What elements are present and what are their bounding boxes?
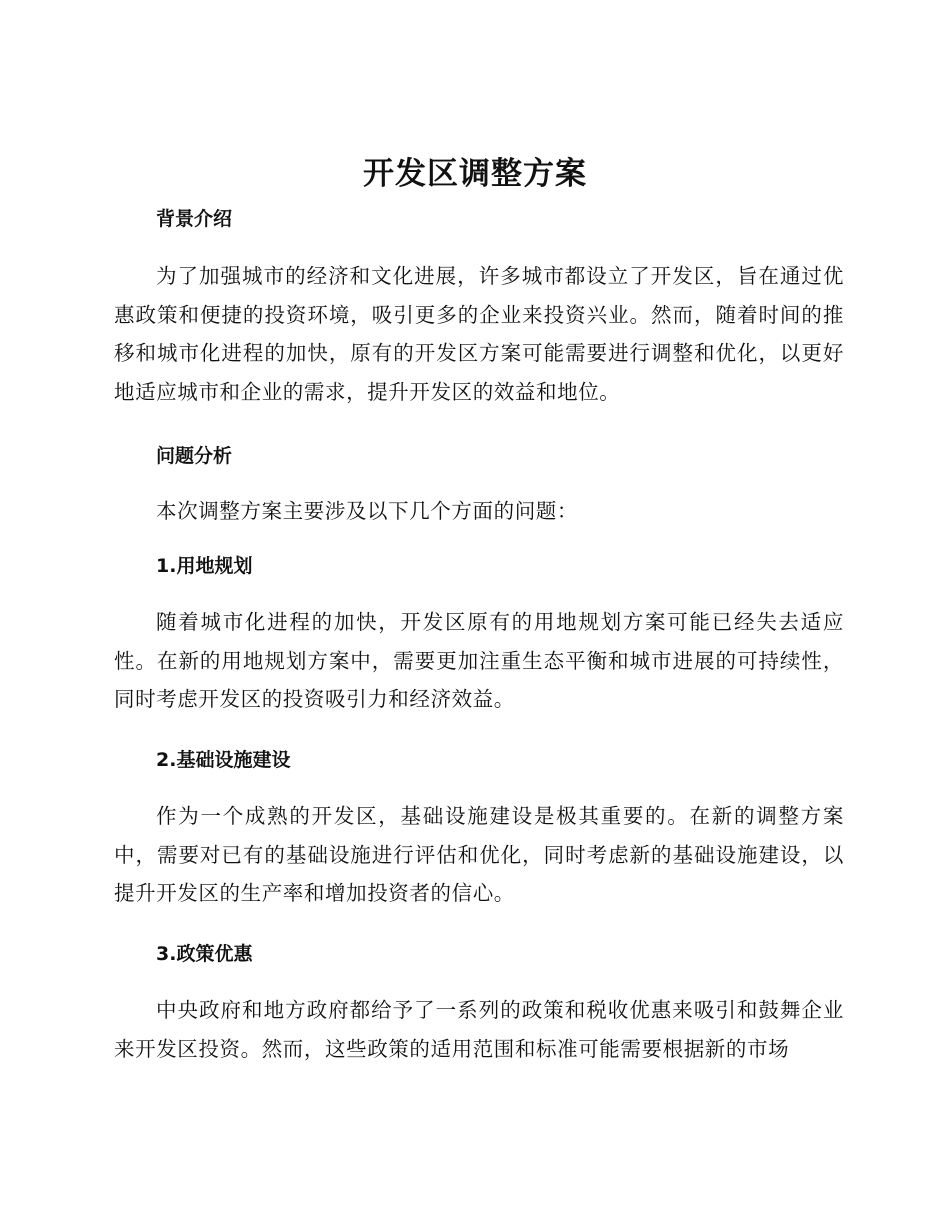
section-heading-land-use: 1.用地规划 (156, 555, 253, 577)
section-body-infrastructure: 作为一个成熟的开发区，基础设施建设是极其重要的。在新的调整方案中，需要对已有的基础设施进行评估和优化，同时考虑新的基础设施建设，以提升开发区的生产率和增加投资者的信心。 (114, 804, 844, 905)
section-body-background: 为了加强城市的经济和文化进展，许多城市都设立了开发区，旨在通过优惠政策和便捷的投资环境，吸引更多的企业来投资兴业。然而，随着时间的推移和城市化进程的加快，原有的开发区方案可能需要进行调整和优化，以更好地适应城市和企业的需求，提升开发区的效益和地位。 (114, 264, 844, 404)
section-heading-background: 背景介绍 (156, 208, 233, 230)
section-heading-analysis: 问题分析 (156, 445, 233, 467)
section-intro-analysis: 本次调整方案主要涉及以下几个方面的问题： (156, 499, 578, 523)
document-title: 开发区调整方案 (363, 156, 587, 192)
section-heading-policy: 3.政策优惠 (156, 943, 253, 965)
section-body-land-use: 随着城市化进程的加快，开发区原有的用地规划方案可能已经失去适应性。在新的用地规划方案中，需要更加注重生态平衡和城市进展的可持续性，同时考虑开发区的投资吸引力和经济效益。 (114, 610, 844, 711)
section-body-policy: 中央政府和地方政府都给予了一系列的政策和税收优惠来吸引和鼓舞企业来开发区投资。然而，这些政策的适用范围和标准可能需要根据新的市场 (114, 998, 844, 1061)
section-heading-infrastructure: 2.基础设施建设 (156, 749, 291, 771)
